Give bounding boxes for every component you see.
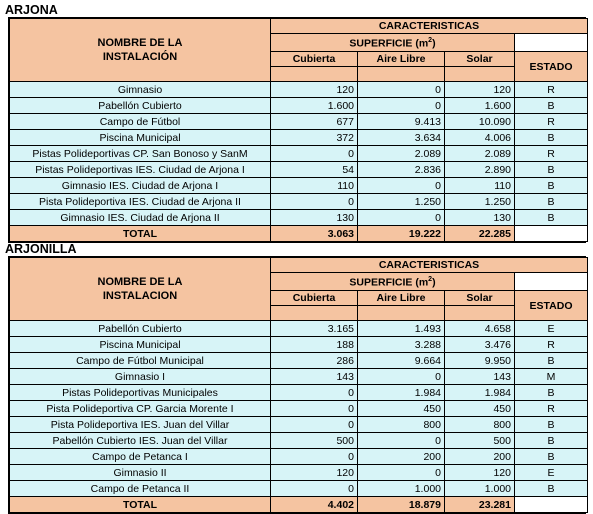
total-status-blank xyxy=(515,226,588,242)
plot-cell: 1.600 xyxy=(445,98,515,114)
table-row xyxy=(10,417,588,433)
open-air-cell: 0 xyxy=(358,433,445,449)
open-air-cell: 1.984 xyxy=(358,385,445,401)
status-column-header: ESTADO xyxy=(515,291,588,321)
plot-cell: 2.890 xyxy=(445,162,515,178)
covered-cell: 188 xyxy=(271,337,358,353)
open-air-cell: 450 xyxy=(358,401,445,417)
plot-cell: 4.658 xyxy=(445,321,515,337)
surface-exponent: 2 xyxy=(428,37,433,45)
total-open-air: 19.222 xyxy=(358,226,445,242)
plot-column-header: Solar xyxy=(445,52,515,67)
table-row xyxy=(10,82,588,98)
facility-name-cell: Pabellón Cubierto IES. Juan del Villar xyxy=(10,433,271,449)
arjona-table-frame xyxy=(8,17,586,243)
status-cell: B xyxy=(515,130,588,146)
name-column-header: NOMBRE DE LA INSTALACION xyxy=(10,258,271,321)
status-cell: M xyxy=(515,369,588,385)
covered-cell: 0 xyxy=(271,449,358,465)
status-cell: R xyxy=(515,146,588,162)
table-row xyxy=(10,98,588,114)
covered-column-header: Cubierta xyxy=(271,52,358,67)
facility-name-cell: Pista Polideportiva IES. Juan del Villar xyxy=(10,417,271,433)
open-air-cell: 0 xyxy=(358,465,445,481)
arjonilla-facilities-table xyxy=(9,257,588,513)
table-row xyxy=(10,210,588,226)
status-cell: B xyxy=(515,194,588,210)
total-open-air: 18.879 xyxy=(358,497,445,513)
table-row xyxy=(10,353,588,369)
plot-cell: 143 xyxy=(445,369,515,385)
open-air-cell: 0 xyxy=(358,369,445,385)
open-air-cell: 0 xyxy=(358,210,445,226)
arjona-facilities-table xyxy=(9,18,588,242)
open-air-cell: 800 xyxy=(358,417,445,433)
covered-cell: 0 xyxy=(271,417,358,433)
header-filler xyxy=(271,306,358,321)
plot-cell: 450 xyxy=(445,401,515,417)
table-row xyxy=(10,449,588,465)
plot-cell: 120 xyxy=(445,465,515,481)
facility-name-cell: Campo de Fútbol Municipal xyxy=(10,353,271,369)
open-air-cell: 0 xyxy=(358,98,445,114)
status-cell: B xyxy=(515,210,588,226)
covered-column-header: Cubierta xyxy=(271,291,358,306)
name-column-header: NOMBRE DE LA INSTALACIÓN xyxy=(10,19,271,82)
covered-cell: 677 xyxy=(271,114,358,130)
facility-name-cell: Piscina Municipal xyxy=(10,130,271,146)
plot-column-header: Solar xyxy=(445,291,515,306)
facility-name-cell: Gimnasio IES. Ciudad de Arjona II xyxy=(10,210,271,226)
facility-name-cell: Pabellón Cubierto xyxy=(10,98,271,114)
surface-label: SUPERFICIE (m xyxy=(349,276,429,289)
facility-name-cell: Gimnasio IES. Ciudad de Arjona I xyxy=(10,178,271,194)
open-air-cell: 200 xyxy=(358,449,445,465)
table-row xyxy=(10,337,588,353)
facility-name-cell: Campo de Petanca I xyxy=(10,449,271,465)
facility-name-cell: Gimnasio II xyxy=(10,465,271,481)
table-row xyxy=(10,401,588,417)
surface-label-close: ) xyxy=(432,37,436,50)
status-cell: B xyxy=(515,417,588,433)
facility-name-cell: Pista Polideportiva CP. Garcia Morente I xyxy=(10,401,271,417)
status-cell: B xyxy=(515,178,588,194)
plot-cell: 1.000 xyxy=(445,481,515,497)
plot-cell: 1.250 xyxy=(445,194,515,210)
covered-cell: 120 xyxy=(271,82,358,98)
covered-cell: 500 xyxy=(271,433,358,449)
covered-cell: 0 xyxy=(271,385,358,401)
table-row xyxy=(10,321,588,337)
status-cell: R xyxy=(515,114,588,130)
status-cell: B xyxy=(515,481,588,497)
header-row xyxy=(10,19,588,34)
header-filler xyxy=(445,67,515,82)
section-title-arjonilla: ARJONILLA xyxy=(5,242,77,256)
table-row xyxy=(10,114,588,130)
covered-cell: 1.600 xyxy=(271,98,358,114)
total-label: TOTAL xyxy=(10,497,271,513)
facility-name-cell: Pabellón Cubierto xyxy=(10,321,271,337)
plot-cell: 2.089 xyxy=(445,146,515,162)
facility-name-cell: Pistas Polideportivas Municipales xyxy=(10,385,271,401)
total-row xyxy=(10,226,588,242)
open-air-cell: 2.089 xyxy=(358,146,445,162)
table-row xyxy=(10,130,588,146)
open-air-cell: 0 xyxy=(358,82,445,98)
open-air-cell: 3.634 xyxy=(358,130,445,146)
table-row xyxy=(10,481,588,497)
plot-cell: 110 xyxy=(445,178,515,194)
open-air-column-header: Aire Libre xyxy=(358,291,445,306)
status-cell: B xyxy=(515,385,588,401)
covered-cell: 286 xyxy=(271,353,358,369)
facility-name-cell: Campo de Fútbol xyxy=(10,114,271,130)
status-column-header: ESTADO xyxy=(515,52,588,82)
open-air-cell: 1.000 xyxy=(358,481,445,497)
section-title-arjona: ARJONA xyxy=(5,3,58,17)
covered-cell: 0 xyxy=(271,146,358,162)
plot-cell: 4.006 xyxy=(445,130,515,146)
open-air-cell: 0 xyxy=(358,178,445,194)
covered-cell: 0 xyxy=(271,481,358,497)
table-row xyxy=(10,433,588,449)
open-air-cell: 1.493 xyxy=(358,321,445,337)
status-cell: B xyxy=(515,449,588,465)
covered-cell: 143 xyxy=(271,369,358,385)
plot-cell: 500 xyxy=(445,433,515,449)
plot-cell: 130 xyxy=(445,210,515,226)
open-air-column-header: Aire Libre xyxy=(358,52,445,67)
arjonilla-table-frame xyxy=(8,256,586,514)
covered-cell: 3.165 xyxy=(271,321,358,337)
plot-cell: 9.950 xyxy=(445,353,515,369)
plot-cell: 1.984 xyxy=(445,385,515,401)
surface-exponent: 2 xyxy=(428,276,433,284)
facility-name-cell: Pistas Polideportivas IES. Ciudad de Arjona I xyxy=(10,162,271,178)
status-cell: R xyxy=(515,337,588,353)
covered-cell: 372 xyxy=(271,130,358,146)
status-cell: B xyxy=(515,98,588,114)
facility-name-cell: Piscina Municipal xyxy=(10,337,271,353)
header-row xyxy=(10,258,588,273)
status-cell: B xyxy=(515,353,588,369)
table-row xyxy=(10,465,588,481)
table-row xyxy=(10,369,588,385)
total-status-blank xyxy=(515,497,588,513)
facility-name-cell: Campo de Petanca II xyxy=(10,481,271,497)
plot-cell: 3.476 xyxy=(445,337,515,353)
table-row xyxy=(10,385,588,401)
table-row xyxy=(10,162,588,178)
facility-name-cell: Gimnasio xyxy=(10,82,271,98)
covered-cell: 0 xyxy=(271,401,358,417)
surface-label-close: ) xyxy=(432,276,436,289)
status-spacer xyxy=(515,273,588,291)
header-filler xyxy=(358,67,445,82)
total-row xyxy=(10,497,588,513)
open-air-cell: 9.664 xyxy=(358,353,445,369)
table-row xyxy=(10,146,588,162)
status-cell: E xyxy=(515,321,588,337)
covered-cell: 0 xyxy=(271,194,358,210)
covered-cell: 54 xyxy=(271,162,358,178)
covered-cell: 130 xyxy=(271,210,358,226)
status-cell: E xyxy=(515,465,588,481)
plot-cell: 120 xyxy=(445,82,515,98)
total-plot: 23.281 xyxy=(445,497,515,513)
status-cell: R xyxy=(515,401,588,417)
total-label: TOTAL xyxy=(10,226,271,242)
facility-name-cell: Pistas Polideportivas CP. San Bonoso y SanM xyxy=(10,146,271,162)
open-air-cell: 9.413 xyxy=(358,114,445,130)
plot-cell: 800 xyxy=(445,417,515,433)
total-covered: 3.063 xyxy=(271,226,358,242)
table-row xyxy=(10,178,588,194)
plot-cell: 10.090 xyxy=(445,114,515,130)
open-air-cell: 2.836 xyxy=(358,162,445,178)
status-cell: B xyxy=(515,433,588,449)
characteristics-header: CARACTERISTICAS xyxy=(271,258,588,273)
facility-name-cell: Gimnasio I xyxy=(10,369,271,385)
status-cell: B xyxy=(515,162,588,178)
characteristics-header: CARACTERISTICAS xyxy=(271,19,588,34)
table-row xyxy=(10,194,588,210)
open-air-cell: 1.250 xyxy=(358,194,445,210)
plot-cell: 200 xyxy=(445,449,515,465)
covered-cell: 110 xyxy=(271,178,358,194)
covered-cell: 120 xyxy=(271,465,358,481)
header-filler xyxy=(271,67,358,82)
status-cell: R xyxy=(515,82,588,98)
surface-label: SUPERFICIE (m xyxy=(349,37,429,50)
status-spacer xyxy=(515,34,588,52)
total-plot: 22.285 xyxy=(445,226,515,242)
header-filler xyxy=(358,306,445,321)
total-covered: 4.402 xyxy=(271,497,358,513)
facility-name-cell: Pista Polideportiva IES. Ciudad de Arjona II xyxy=(10,194,271,210)
surface-header xyxy=(271,34,515,52)
surface-header xyxy=(271,273,515,291)
header-filler xyxy=(445,306,515,321)
open-air-cell: 3.288 xyxy=(358,337,445,353)
